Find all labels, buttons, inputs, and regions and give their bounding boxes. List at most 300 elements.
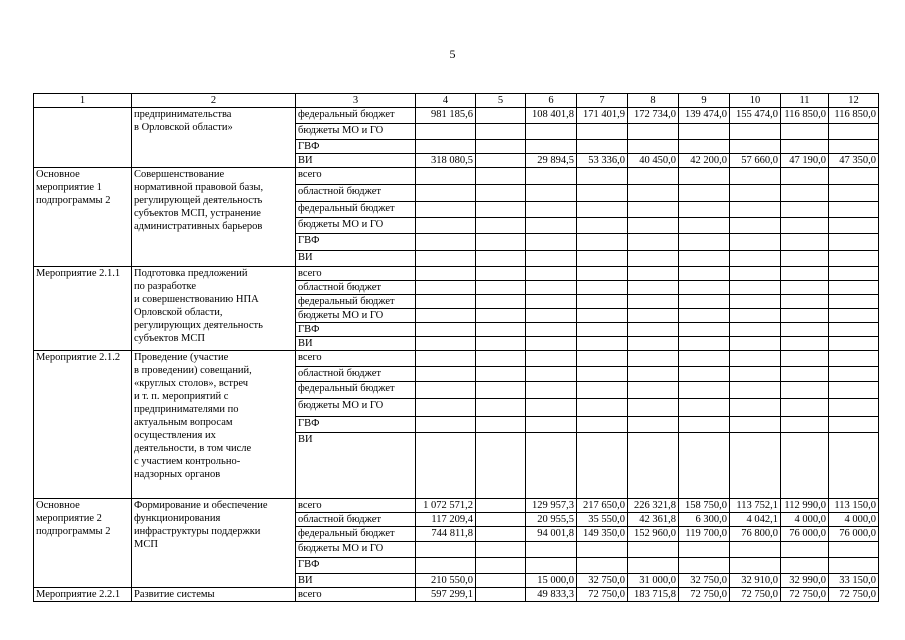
amount-cell: 72 750,0 xyxy=(679,588,730,602)
amount-cell: 113 150,0 xyxy=(829,499,879,513)
amount-cell xyxy=(679,267,730,281)
amount-cell: 139 474,0 xyxy=(679,108,730,124)
amount-cell xyxy=(781,399,829,417)
funding-source-cell: федеральный бюджет xyxy=(296,202,416,218)
amount-cell: 76 800,0 xyxy=(730,527,781,542)
amount-cell xyxy=(628,218,679,234)
amount-cell xyxy=(628,295,679,309)
amount-cell xyxy=(628,323,679,337)
amount-cell xyxy=(829,382,879,399)
amount-cell xyxy=(829,542,879,558)
amount-cell xyxy=(476,337,526,351)
amount-cell xyxy=(781,267,829,281)
amount-cell xyxy=(577,234,628,251)
amount-cell xyxy=(628,309,679,323)
amount-cell xyxy=(526,251,577,267)
amount-cell xyxy=(526,351,577,367)
amount-cell xyxy=(577,281,628,295)
amount-cell xyxy=(577,124,628,140)
amount-cell xyxy=(526,124,577,140)
amount-cell xyxy=(829,417,879,433)
amount-cell xyxy=(679,367,730,382)
amount-cell: 76 000,0 xyxy=(829,527,879,542)
amount-cell: 172 734,0 xyxy=(628,108,679,124)
funding-source-cell: бюджеты МО и ГО xyxy=(296,309,416,323)
amount-cell xyxy=(577,323,628,337)
amount-cell xyxy=(476,202,526,218)
amount-cell xyxy=(416,185,476,202)
amount-cell: 32 910,0 xyxy=(730,574,781,588)
amount-cell xyxy=(781,168,829,185)
amount-cell xyxy=(730,351,781,367)
header-cell: 4 xyxy=(416,94,476,108)
amount-cell xyxy=(829,267,879,281)
amount-cell xyxy=(730,168,781,185)
amount-cell: 152 960,0 xyxy=(628,527,679,542)
amount-cell xyxy=(476,399,526,417)
amount-cell xyxy=(679,542,730,558)
amount-cell xyxy=(416,124,476,140)
amount-cell xyxy=(679,558,730,574)
amount-cell xyxy=(628,399,679,417)
header-cell: 5 xyxy=(476,94,526,108)
amount-cell xyxy=(781,281,829,295)
amount-cell xyxy=(526,295,577,309)
activity-name-cell: Развитие системы xyxy=(132,588,296,602)
amount-cell xyxy=(781,351,829,367)
amount-cell xyxy=(679,323,730,337)
amount-cell xyxy=(730,140,781,154)
funding-source-cell: ГВФ xyxy=(296,558,416,574)
amount-cell xyxy=(781,185,829,202)
amount-cell xyxy=(781,309,829,323)
amount-cell xyxy=(781,542,829,558)
amount-cell xyxy=(829,337,879,351)
amount-cell xyxy=(577,251,628,267)
amount-cell xyxy=(730,399,781,417)
amount-cell xyxy=(730,542,781,558)
amount-cell xyxy=(628,251,679,267)
amount-cell xyxy=(476,382,526,399)
funding-source-cell: областной бюджет xyxy=(296,513,416,527)
amount-cell xyxy=(679,399,730,417)
amount-cell xyxy=(730,367,781,382)
amount-cell xyxy=(577,218,628,234)
funding-source-cell: федеральный бюджет xyxy=(296,382,416,399)
amount-cell xyxy=(628,185,679,202)
funding-source-cell: областной бюджет xyxy=(296,281,416,295)
amount-cell xyxy=(526,367,577,382)
amount-cell: 183 715,8 xyxy=(628,588,679,602)
amount-cell: 226 321,8 xyxy=(628,499,679,513)
amount-cell xyxy=(628,267,679,281)
amount-cell xyxy=(829,251,879,267)
header-cell: 10 xyxy=(730,94,781,108)
amount-cell xyxy=(577,185,628,202)
amount-cell xyxy=(628,382,679,399)
header-cell: 2 xyxy=(132,94,296,108)
amount-cell xyxy=(628,281,679,295)
amount-cell xyxy=(476,168,526,185)
amount-cell xyxy=(730,417,781,433)
amount-cell xyxy=(526,140,577,154)
amount-cell xyxy=(476,124,526,140)
amount-cell xyxy=(577,267,628,281)
table-row xyxy=(34,108,879,124)
table-row xyxy=(34,168,879,185)
header-cell: 6 xyxy=(526,94,577,108)
amount-cell xyxy=(679,234,730,251)
amount-cell xyxy=(476,588,526,602)
amount-cell xyxy=(416,558,476,574)
funding-source-cell: ВИ xyxy=(296,154,416,168)
amount-cell: 35 550,0 xyxy=(577,513,628,527)
funding-source-cell: всего xyxy=(296,267,416,281)
amount-cell xyxy=(679,202,730,218)
activity-name-cell: Проведение (участие в проведении) совещаний, «круглых столов», встреч и т. п. мероприятий с предпринимателями по актуальным вопросам осуществления их деятельности, в том числе с участием контрольно- надзорных органов xyxy=(132,351,296,499)
amount-cell xyxy=(526,542,577,558)
amount-cell xyxy=(416,267,476,281)
amount-cell: 158 750,0 xyxy=(679,499,730,513)
amount-cell: 47 190,0 xyxy=(781,154,829,168)
amount-cell xyxy=(476,499,526,513)
amount-cell xyxy=(628,168,679,185)
amount-cell xyxy=(628,337,679,351)
amount-cell: 72 750,0 xyxy=(829,588,879,602)
funding-source-cell: областной бюджет xyxy=(296,367,416,382)
amount-cell xyxy=(416,295,476,309)
header-cell: 12 xyxy=(829,94,879,108)
funding-source-cell: ВИ xyxy=(296,251,416,267)
activity-code-cell: Основное мероприятие 2 подпрограммы 2 xyxy=(34,499,132,588)
amount-cell xyxy=(628,202,679,218)
amount-cell xyxy=(577,417,628,433)
amount-cell xyxy=(416,281,476,295)
amount-cell xyxy=(829,168,879,185)
amount-cell xyxy=(829,558,879,574)
amount-cell xyxy=(416,323,476,337)
page-number: 5 xyxy=(449,47,456,61)
amount-cell: 171 401,9 xyxy=(577,108,628,124)
amount-cell xyxy=(829,323,879,337)
amount-cell xyxy=(628,351,679,367)
amount-cell xyxy=(476,309,526,323)
amount-cell xyxy=(577,337,628,351)
amount-cell xyxy=(628,558,679,574)
funding-source-cell: федеральный бюджет xyxy=(296,527,416,542)
amount-cell xyxy=(679,295,730,309)
amount-cell xyxy=(416,234,476,251)
amount-cell: 32 990,0 xyxy=(781,574,829,588)
amount-cell xyxy=(730,202,781,218)
amount-cell: 6 300,0 xyxy=(679,513,730,527)
amount-cell xyxy=(730,281,781,295)
amount-cell: 57 660,0 xyxy=(730,154,781,168)
amount-cell xyxy=(577,168,628,185)
amount-cell xyxy=(526,558,577,574)
amount-cell xyxy=(781,234,829,251)
amount-cell: 33 150,0 xyxy=(829,574,879,588)
activity-name-cell: предпринимательства в Орловской области» xyxy=(132,108,296,168)
funding-source-cell: всего xyxy=(296,168,416,185)
activity-name-cell: Совершенствование нормативной правовой базы, регулирующей деятельность субъектов МСП, устранение административных барьеров xyxy=(132,168,296,267)
amount-cell: 4 042,1 xyxy=(730,513,781,527)
amount-cell xyxy=(781,367,829,382)
amount-cell xyxy=(577,433,628,499)
amount-cell xyxy=(416,367,476,382)
amount-cell xyxy=(730,558,781,574)
amount-cell: 49 833,3 xyxy=(526,588,577,602)
amount-cell: 155 474,0 xyxy=(730,108,781,124)
amount-cell xyxy=(416,218,476,234)
amount-cell xyxy=(526,309,577,323)
amount-cell xyxy=(526,218,577,234)
amount-cell xyxy=(476,281,526,295)
amount-cell: 113 752,1 xyxy=(730,499,781,513)
header-row xyxy=(34,94,879,108)
amount-cell: 116 850,0 xyxy=(781,108,829,124)
amount-cell xyxy=(577,309,628,323)
amount-cell: 119 700,0 xyxy=(679,527,730,542)
amount-cell xyxy=(781,140,829,154)
amount-cell: 76 000,0 xyxy=(781,527,829,542)
amount-cell xyxy=(679,168,730,185)
amount-cell xyxy=(416,140,476,154)
funding-source-cell: бюджеты МО и ГО xyxy=(296,399,416,417)
amount-cell xyxy=(781,558,829,574)
amount-cell xyxy=(476,574,526,588)
amount-cell xyxy=(679,281,730,295)
amount-cell xyxy=(476,218,526,234)
amount-cell xyxy=(730,433,781,499)
amount-cell: 112 990,0 xyxy=(781,499,829,513)
amount-cell xyxy=(730,234,781,251)
amount-cell xyxy=(526,267,577,281)
amount-cell xyxy=(416,399,476,417)
amount-cell xyxy=(476,367,526,382)
amount-cell: 32 750,0 xyxy=(577,574,628,588)
amount-cell xyxy=(679,433,730,499)
amount-cell xyxy=(476,267,526,281)
amount-cell xyxy=(829,433,879,499)
amount-cell xyxy=(416,417,476,433)
amount-cell xyxy=(730,267,781,281)
header-cell: 1 xyxy=(34,94,132,108)
amount-cell xyxy=(781,124,829,140)
amount-cell xyxy=(781,218,829,234)
funding-source-cell: федеральный бюджет xyxy=(296,295,416,309)
activity-name-cell: Подготовка предложений по разработке и совершенствованию НПА Орловской области, регулирующих деятельность субъектов МСП xyxy=(132,267,296,351)
amount-cell: 116 850,0 xyxy=(829,108,879,124)
amount-cell xyxy=(476,513,526,527)
amount-cell xyxy=(781,382,829,399)
header-cell: 8 xyxy=(628,94,679,108)
amount-cell xyxy=(730,323,781,337)
amount-cell xyxy=(628,124,679,140)
table-row xyxy=(34,499,879,513)
amount-cell xyxy=(829,399,879,417)
amount-cell xyxy=(526,417,577,433)
amount-cell xyxy=(829,281,879,295)
amount-cell xyxy=(730,251,781,267)
funding-source-cell: ВИ xyxy=(296,337,416,351)
amount-cell xyxy=(679,218,730,234)
amount-cell xyxy=(476,558,526,574)
amount-cell xyxy=(628,542,679,558)
amount-cell xyxy=(679,309,730,323)
amount-cell xyxy=(628,140,679,154)
amount-cell: 42 361,8 xyxy=(628,513,679,527)
activity-code-cell: Мероприятие 2.1.1 xyxy=(34,267,132,351)
amount-cell xyxy=(730,295,781,309)
amount-cell xyxy=(416,542,476,558)
amount-cell xyxy=(526,382,577,399)
amount-cell: 217 650,0 xyxy=(577,499,628,513)
amount-cell xyxy=(577,202,628,218)
amount-cell: 597 299,1 xyxy=(416,588,476,602)
amount-cell xyxy=(781,337,829,351)
amount-cell: 108 401,8 xyxy=(526,108,577,124)
amount-cell xyxy=(526,337,577,351)
amount-cell xyxy=(829,309,879,323)
amount-cell: 31 000,0 xyxy=(628,574,679,588)
amount-cell xyxy=(781,323,829,337)
amount-cell xyxy=(781,295,829,309)
amount-cell xyxy=(476,295,526,309)
amount-cell xyxy=(476,140,526,154)
amount-cell xyxy=(628,234,679,251)
funding-source-cell: бюджеты МО и ГО xyxy=(296,218,416,234)
amount-cell: 53 336,0 xyxy=(577,154,628,168)
amount-cell xyxy=(526,399,577,417)
amount-cell xyxy=(679,382,730,399)
amount-cell xyxy=(476,185,526,202)
amount-cell xyxy=(730,337,781,351)
header-cell: 3 xyxy=(296,94,416,108)
amount-cell xyxy=(781,202,829,218)
amount-cell xyxy=(416,251,476,267)
amount-cell xyxy=(628,433,679,499)
amount-cell: 94 001,8 xyxy=(526,527,577,542)
funding-source-cell: всего xyxy=(296,351,416,367)
amount-cell xyxy=(476,351,526,367)
header-cell: 9 xyxy=(679,94,730,108)
amount-cell: 47 350,0 xyxy=(829,154,879,168)
amount-cell: 1 072 571,2 xyxy=(416,499,476,513)
amount-cell xyxy=(526,281,577,295)
amount-cell xyxy=(679,251,730,267)
activity-code-cell: Основное мероприятие 1 подпрограммы 2 xyxy=(34,168,132,267)
amount-cell xyxy=(730,218,781,234)
amount-cell xyxy=(577,399,628,417)
amount-cell: 29 894,5 xyxy=(526,154,577,168)
amount-cell: 72 750,0 xyxy=(577,588,628,602)
funding-source-cell: ВИ xyxy=(296,574,416,588)
amount-cell: 42 200,0 xyxy=(679,154,730,168)
amount-cell xyxy=(416,202,476,218)
amount-cell xyxy=(679,140,730,154)
amount-cell xyxy=(526,168,577,185)
amount-cell: 40 450,0 xyxy=(628,154,679,168)
amount-cell xyxy=(577,558,628,574)
amount-cell: 72 750,0 xyxy=(730,588,781,602)
amount-cell: 129 957,3 xyxy=(526,499,577,513)
funding-source-cell: ГВФ xyxy=(296,140,416,154)
amount-cell xyxy=(829,295,879,309)
amount-cell xyxy=(829,367,879,382)
amount-cell xyxy=(679,417,730,433)
amount-cell xyxy=(476,417,526,433)
amount-cell: 32 750,0 xyxy=(679,574,730,588)
amount-cell xyxy=(476,433,526,499)
amount-cell xyxy=(679,124,730,140)
amount-cell: 744 811,8 xyxy=(416,527,476,542)
funding-source-cell: ГВФ xyxy=(296,417,416,433)
amount-cell xyxy=(829,185,879,202)
amount-cell: 4 000,0 xyxy=(829,513,879,527)
amount-cell xyxy=(416,309,476,323)
table-row xyxy=(34,588,879,602)
amount-cell: 72 750,0 xyxy=(781,588,829,602)
amount-cell xyxy=(476,323,526,337)
amount-cell: 210 550,0 xyxy=(416,574,476,588)
funding-source-cell: всего xyxy=(296,499,416,513)
amount-cell xyxy=(577,542,628,558)
amount-cell xyxy=(730,185,781,202)
amount-cell xyxy=(628,417,679,433)
amount-cell: 15 000,0 xyxy=(526,574,577,588)
amount-cell: 4 000,0 xyxy=(781,513,829,527)
amount-cell xyxy=(526,185,577,202)
funding-source-cell: всего xyxy=(296,588,416,602)
funding-source-cell: ВИ xyxy=(296,433,416,499)
amount-cell xyxy=(628,367,679,382)
amount-cell xyxy=(730,124,781,140)
amount-cell xyxy=(730,382,781,399)
amount-cell xyxy=(526,234,577,251)
amount-cell: 117 209,4 xyxy=(416,513,476,527)
amount-cell xyxy=(416,351,476,367)
amount-cell xyxy=(679,351,730,367)
amount-cell xyxy=(781,417,829,433)
amount-cell xyxy=(416,337,476,351)
amount-cell xyxy=(526,202,577,218)
header-cell: 11 xyxy=(781,94,829,108)
amount-cell: 149 350,0 xyxy=(577,527,628,542)
amount-cell xyxy=(829,124,879,140)
activity-code-cell: Мероприятие 2.1.2 xyxy=(34,351,132,499)
amount-cell xyxy=(416,168,476,185)
amount-cell xyxy=(476,154,526,168)
amount-cell xyxy=(829,234,879,251)
amount-cell xyxy=(829,202,879,218)
amount-cell xyxy=(526,323,577,337)
amount-cell xyxy=(829,351,879,367)
funding-source-cell: бюджеты МО и ГО xyxy=(296,542,416,558)
amount-cell xyxy=(416,382,476,399)
amount-cell: 981 185,6 xyxy=(416,108,476,124)
amount-cell xyxy=(526,433,577,499)
amount-cell xyxy=(476,108,526,124)
amount-cell xyxy=(416,433,476,499)
table-row xyxy=(34,351,879,367)
table-row xyxy=(34,267,879,281)
amount-cell xyxy=(577,367,628,382)
funding-source-cell: ГВФ xyxy=(296,323,416,337)
amount-cell xyxy=(577,351,628,367)
amount-cell xyxy=(781,251,829,267)
amount-cell xyxy=(476,527,526,542)
